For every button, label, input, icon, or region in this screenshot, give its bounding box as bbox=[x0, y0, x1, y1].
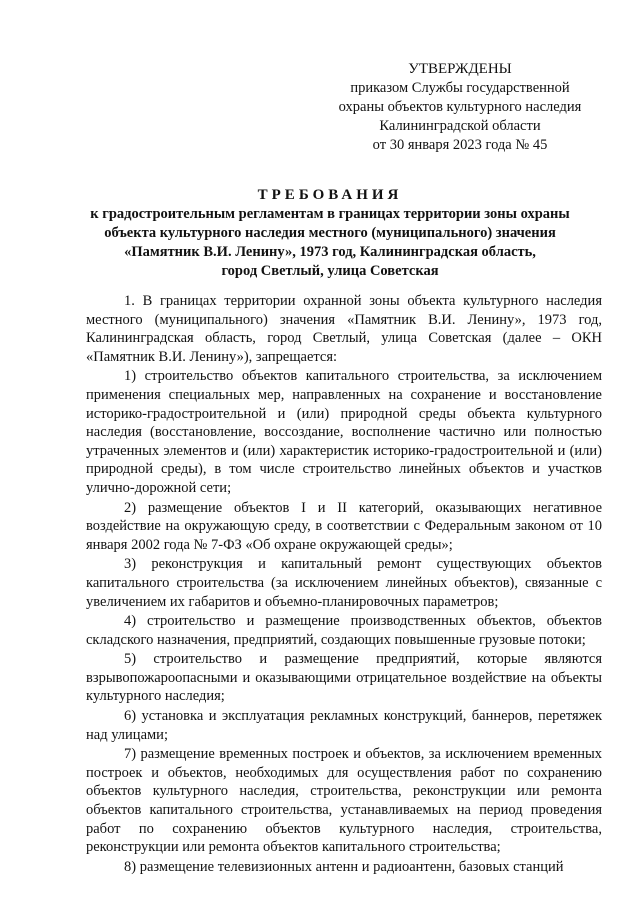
document-heading bbox=[80, 186, 580, 281]
heading-title: ТРЕБОВАНИЯ bbox=[257, 187, 403, 203]
approval-line: Калининградской области bbox=[379, 118, 541, 134]
list-item: 4) строительство и размещение производственных объектов, объектов складского назначения, предприятий, создающих повышенные грузовые потоки; bbox=[86, 613, 602, 648]
intro-paragraph: 1. В границах территории охранной зоны объекта культурного наследия местного (муниципального) значения «Памятник В.И. Ленину», 1973 год, Калининградская область, город Светлый, улица Советская (далее – ОКН «Памятник В.И. Ленину»), запрещается: bbox=[86, 293, 602, 365]
list-item: 8) размещение телевизионных антенн и радиоантенн, базовых станций bbox=[124, 858, 564, 875]
approval-line: приказом Службы государственной bbox=[350, 80, 570, 96]
list-item: 3) реконструкция и капитальный ремонт существующих объектов капитального строительства (за исключением линейных объектов), связанные с увеличением их габаритов и объемно-планировочных параметров; bbox=[86, 556, 602, 610]
heading-line: город Светлый, улица Советская bbox=[221, 263, 439, 279]
list-item: 7) размещение временных построек и объектов, за исключением временных построек и объектов, необходимых для осуществления работ по сохранению объектов культурного наследия, строительства, реконструкции или ремонта объектов капитального строительства, устанавливаемых на период проведения работ по сохранению объектов культурного наследия, строительства, реконструкции или ремонта объектов капитального строительства; bbox=[86, 746, 602, 856]
approval-line: от 30 января 2023 года № 45 bbox=[372, 137, 548, 153]
list-item: 1) строительство объектов капитального строительства, за исключением применения специальных мер, направленных на сохранение и восстановление историко-градостроительной и (или) природной среды объекта культурного наследия (восстановление, воссоздание, восполнение частично или полностью утраченных элементов и (или) характеристик историко-градостроительной и (или) природной среды), в том числе строительство линейных объектов и участков улично-дорожной сети; bbox=[86, 368, 602, 496]
heading-line: «Памятник В.И. Ленину», 1973 год, Калининградская область, bbox=[124, 244, 536, 260]
approval-line: охраны объектов культурного наследия bbox=[338, 99, 582, 115]
list-item: 5) строительство и размещение предприятий, которые являются взрывопожароопасными и оказывающими отрицательное воздействие на объекты культурного наследия; bbox=[86, 651, 602, 705]
approval-block bbox=[330, 60, 590, 155]
heading-line: объекта культурного наследия местного (муниципального) значения bbox=[104, 225, 556, 241]
heading-line: к градостроительным регламентам в границах территории зоны охраны bbox=[90, 206, 570, 222]
approval-title: УТВЕРЖДЕНЫ bbox=[408, 61, 512, 77]
list-item: 2) размещение объектов I и II категорий, оказывающих негативное воздействие на окружающую среду, в соответствии с Федеральным законом от 10 января 2002 года № 7-ФЗ «Об охране окружающей среды»; bbox=[86, 499, 602, 553]
document-body bbox=[86, 292, 602, 877]
list-item: 6) установка и эксплуатация рекламных конструкций, баннеров, перетяжек над улицами; bbox=[86, 708, 602, 743]
